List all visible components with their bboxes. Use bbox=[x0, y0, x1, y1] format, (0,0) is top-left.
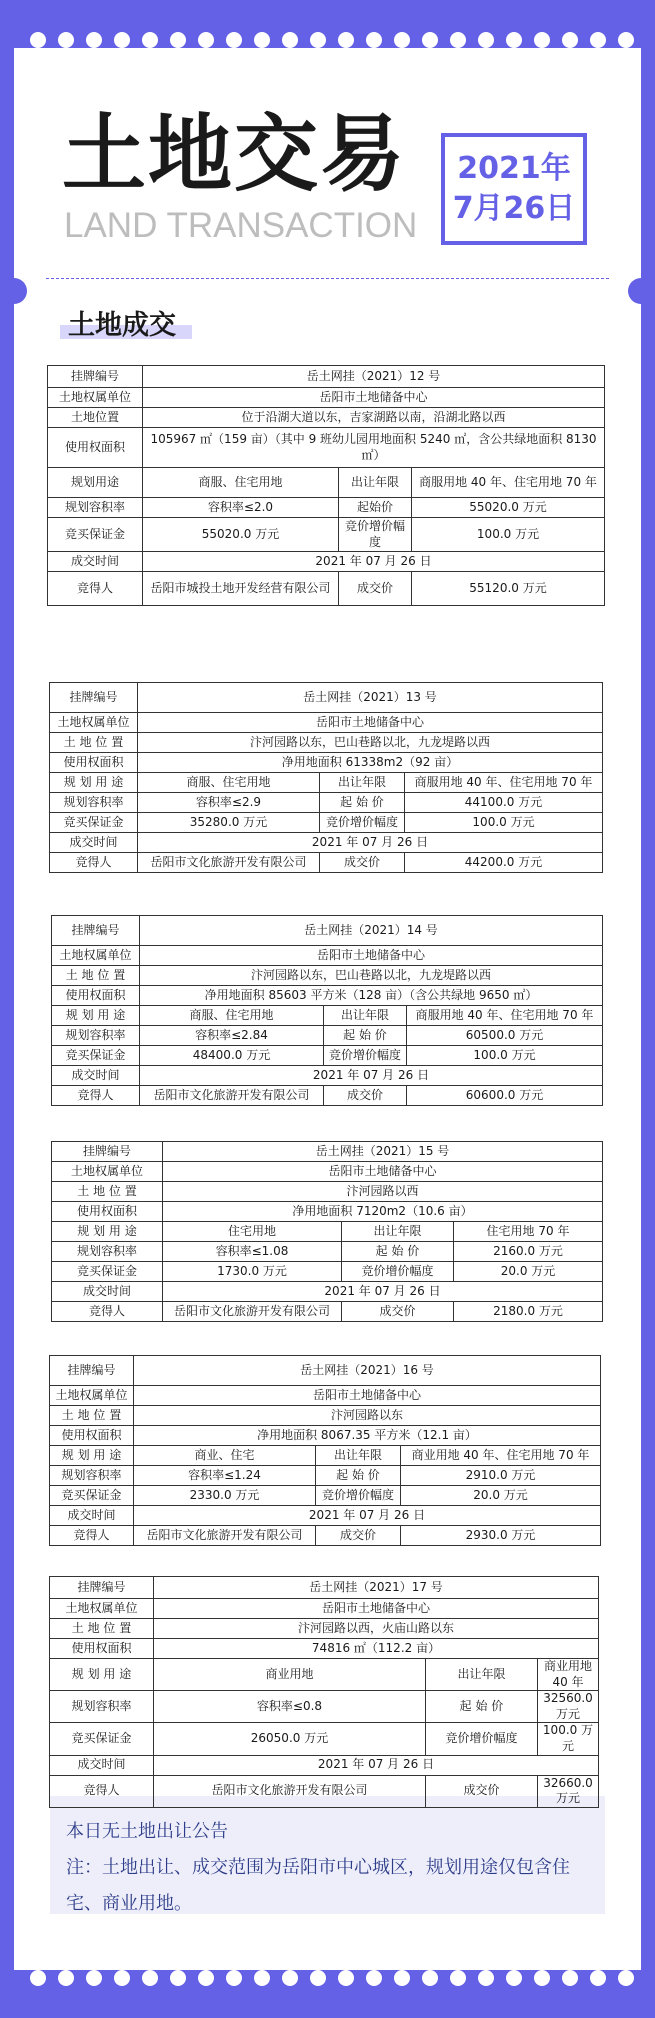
field-value: 60600.0 万元 bbox=[407, 1086, 603, 1106]
field-label: 竞买保证金 bbox=[50, 813, 138, 833]
field-value: 容积率≤1.08 bbox=[163, 1242, 342, 1262]
field-value: 商业用地 40 年 bbox=[538, 1659, 599, 1691]
field-label: 竞价增价幅度 bbox=[320, 813, 405, 833]
row-location bbox=[50, 733, 603, 753]
field-label: 挂牌编号 bbox=[50, 683, 138, 713]
field-label: 起 始 价 bbox=[426, 1691, 538, 1723]
field-label: 规划容积率 bbox=[50, 1691, 154, 1723]
row-location bbox=[48, 408, 605, 428]
scallop-dot bbox=[310, 1970, 326, 1986]
field-value: 2160.0 万元 bbox=[454, 1242, 603, 1262]
field-value: 汴河园路以东，巴山巷路以北，九龙堤路以西 bbox=[138, 733, 603, 753]
page-subtitle-en: LAND TRANSACTION bbox=[64, 206, 418, 245]
scallop-dot bbox=[534, 1970, 550, 1986]
field-value: 2021 年 07 月 26 日 bbox=[134, 1506, 601, 1526]
notice-box bbox=[50, 1796, 605, 1914]
date-year: 2021年 bbox=[457, 151, 571, 186]
scallop-dot bbox=[142, 32, 158, 48]
row-listing-no bbox=[48, 366, 605, 388]
field-label: 起 始 价 bbox=[320, 793, 405, 813]
field-value: 岳土网挂（2021）13 号 bbox=[138, 683, 603, 713]
lot-table bbox=[51, 915, 603, 1106]
field-label: 出让年限 bbox=[342, 1222, 454, 1242]
row-listing-no bbox=[52, 916, 603, 946]
lot-table bbox=[49, 1576, 599, 1808]
field-label: 竞价增价幅度 bbox=[324, 1046, 407, 1066]
row-deal-time bbox=[50, 833, 603, 853]
field-value: 岳阳市文化旅游开发有限公司 bbox=[163, 1302, 342, 1322]
field-value: 44100.0 万元 bbox=[405, 793, 603, 813]
scallop-dot bbox=[30, 32, 46, 48]
row-deposit bbox=[52, 1046, 603, 1066]
field-value: 2330.0 万元 bbox=[134, 1486, 316, 1506]
row-owner bbox=[52, 946, 603, 966]
scallop-dot bbox=[562, 1970, 578, 1986]
page-title: 土地交易 bbox=[62, 105, 407, 203]
scallop-dot bbox=[170, 1970, 186, 1986]
field-value: 55020.0 万元 bbox=[143, 518, 339, 552]
field-label: 挂牌编号 bbox=[52, 1142, 163, 1162]
field-label: 竞得人 bbox=[52, 1302, 163, 1322]
scallop-dot bbox=[618, 1970, 634, 1986]
row-deal-time bbox=[50, 1755, 599, 1775]
field-label: 挂牌编号 bbox=[52, 916, 140, 946]
row-far bbox=[50, 1466, 601, 1486]
field-value: 105967 ㎡（159 亩）（其中 9 班幼儿园用地面积 5240 ㎡，含公共绿地面积 8130 ㎡） bbox=[143, 428, 605, 468]
field-label: 出让年限 bbox=[320, 773, 405, 793]
field-value: 汴河园路以西，火庙山路以东 bbox=[154, 1619, 599, 1639]
field-value: 商服用地 40 年、住宅用地 70 年 bbox=[412, 468, 605, 498]
field-label: 成交时间 bbox=[50, 1755, 154, 1775]
scallop-dot bbox=[198, 32, 214, 48]
field-value: 岳土网挂（2021）12 号 bbox=[143, 366, 605, 388]
row-winner bbox=[52, 1086, 603, 1106]
scallop-dot bbox=[198, 1970, 214, 1986]
right-notch bbox=[628, 278, 654, 304]
row-location bbox=[50, 1619, 599, 1639]
field-label: 土地权属单位 bbox=[52, 946, 140, 966]
field-label: 规 划 用 途 bbox=[50, 1446, 134, 1466]
field-label: 使用权面积 bbox=[50, 753, 138, 773]
field-label: 竞得人 bbox=[50, 853, 138, 873]
field-value: 岳土网挂（2021）17 号 bbox=[154, 1577, 599, 1599]
field-label: 规划容积率 bbox=[52, 1026, 140, 1046]
field-label: 土 地 位 置 bbox=[52, 966, 140, 986]
scallop-dot bbox=[422, 1970, 438, 1986]
field-label: 出让年限 bbox=[324, 1006, 407, 1026]
field-label: 规划容积率 bbox=[52, 1242, 163, 1262]
field-label: 土地位置 bbox=[48, 408, 143, 428]
field-label: 规划容积率 bbox=[48, 498, 143, 518]
field-value: 汴河园路以东，巴山巷路以北，九龙堤路以西 bbox=[140, 966, 603, 986]
field-label: 规划用途 bbox=[48, 468, 143, 498]
field-label: 土 地 位 置 bbox=[50, 1406, 134, 1426]
scallop-dot bbox=[114, 32, 130, 48]
field-value: 位于沿湖大道以东，吉家湖路以南，沿湖北路以西 bbox=[143, 408, 605, 428]
field-value: 商服用地 40 年、住宅用地 70 年 bbox=[407, 1006, 603, 1026]
field-value: 岳阳市土地储备中心 bbox=[163, 1162, 603, 1182]
scallop-dot bbox=[618, 32, 634, 48]
field-value: 2021 年 07 月 26 日 bbox=[143, 552, 605, 572]
scallop-dot bbox=[478, 1970, 494, 1986]
lot-table bbox=[49, 682, 603, 873]
row-usage bbox=[50, 1659, 599, 1691]
field-label: 竞买保证金 bbox=[48, 518, 143, 552]
field-label: 竞价增价幅度 bbox=[342, 1262, 454, 1282]
field-value: 2021 年 07 月 26 日 bbox=[163, 1282, 603, 1302]
field-value: 2910.0 万元 bbox=[401, 1466, 601, 1486]
row-owner bbox=[50, 713, 603, 733]
scallop-dot bbox=[226, 32, 242, 48]
lot-table bbox=[47, 365, 605, 606]
field-label: 出让年限 bbox=[316, 1446, 401, 1466]
field-value: 岳土网挂（2021）14 号 bbox=[140, 916, 603, 946]
row-usage bbox=[52, 1006, 603, 1026]
field-value: 岳阳市文化旅游开发有限公司 bbox=[138, 853, 320, 873]
field-value: 1730.0 万元 bbox=[163, 1262, 342, 1282]
field-label: 挂牌编号 bbox=[48, 366, 143, 388]
scallop-dot bbox=[226, 1970, 242, 1986]
field-label: 竞得人 bbox=[50, 1526, 134, 1546]
row-owner bbox=[52, 1162, 603, 1182]
field-label: 土地权属单位 bbox=[50, 713, 138, 733]
row-usage bbox=[50, 773, 603, 793]
scallop-dot bbox=[58, 1970, 74, 1986]
field-value: 100.0 万元 bbox=[538, 1723, 599, 1755]
field-label: 土地权属单位 bbox=[52, 1162, 163, 1182]
field-value: 商业用地 bbox=[154, 1659, 426, 1691]
field-label: 规 划 用 途 bbox=[50, 1659, 154, 1691]
scallop-dot bbox=[506, 32, 522, 48]
row-deposit bbox=[52, 1262, 603, 1282]
scallop-dot bbox=[58, 32, 74, 48]
field-value: 74816 ㎡（112.2 亩） bbox=[154, 1639, 599, 1659]
scallop-dot bbox=[310, 32, 326, 48]
row-listing-no bbox=[50, 683, 603, 713]
field-label: 土地权属单位 bbox=[50, 1386, 134, 1406]
field-value: 岳阳市文化旅游开发有限公司 bbox=[154, 1775, 426, 1807]
scallop-dot bbox=[590, 1970, 606, 1986]
field-value: 容积率≤2.0 bbox=[143, 498, 339, 518]
field-label: 土地权属单位 bbox=[48, 388, 143, 408]
field-label: 起 始 价 bbox=[342, 1242, 454, 1262]
scallop-dot bbox=[366, 32, 382, 48]
row-deposit bbox=[50, 1723, 599, 1755]
scallop-dot bbox=[422, 32, 438, 48]
field-label: 起始价 bbox=[339, 498, 412, 518]
field-label: 竞价增价幅度 bbox=[339, 518, 412, 552]
field-label: 起 始 价 bbox=[316, 1466, 401, 1486]
row-area bbox=[52, 1202, 603, 1222]
field-value: 35280.0 万元 bbox=[138, 813, 320, 833]
field-label: 起 始 价 bbox=[324, 1026, 407, 1046]
field-value: 岳阳市土地储备中心 bbox=[154, 1599, 599, 1619]
field-value: 岳阳市土地储备中心 bbox=[138, 713, 603, 733]
field-value: 岳土网挂（2021）16 号 bbox=[134, 1356, 601, 1386]
row-owner bbox=[50, 1599, 599, 1619]
scallop-dot bbox=[394, 32, 410, 48]
field-label: 土 地 位 置 bbox=[50, 1619, 154, 1639]
row-listing-no bbox=[52, 1142, 603, 1162]
field-value: 容积率≤0.8 bbox=[154, 1691, 426, 1723]
scallop-dot bbox=[86, 1970, 102, 1986]
dashed-divider bbox=[46, 278, 609, 279]
field-label: 使用权面积 bbox=[48, 428, 143, 468]
scallop-dot bbox=[562, 32, 578, 48]
row-deal-time bbox=[52, 1066, 603, 1086]
field-label: 竞买保证金 bbox=[52, 1262, 163, 1282]
scallop-dot bbox=[254, 1970, 270, 1986]
field-value: 商服用地 40 年、住宅用地 70 年 bbox=[405, 773, 603, 793]
scallop-dot bbox=[506, 1970, 522, 1986]
field-label: 出让年限 bbox=[339, 468, 412, 498]
field-value: 2930.0 万元 bbox=[401, 1526, 601, 1546]
field-value: 净用地面积 61338m2（92 亩） bbox=[138, 753, 603, 773]
row-deposit bbox=[50, 1486, 601, 1506]
row-far bbox=[52, 1026, 603, 1046]
field-value: 商服、住宅用地 bbox=[143, 468, 339, 498]
field-value: 岳阳市文化旅游开发有限公司 bbox=[134, 1526, 316, 1546]
field-value: 容积率≤2.84 bbox=[140, 1026, 324, 1046]
field-label: 成交价 bbox=[316, 1526, 401, 1546]
field-label: 挂牌编号 bbox=[50, 1577, 154, 1599]
scallop-dot bbox=[450, 1970, 466, 1986]
notice-line-2: 注：土地出让、成交范围为岳阳市中心城区，规划用途仅包含住宅、商业用地。 bbox=[66, 1857, 570, 1914]
section-title: 土地成交 bbox=[68, 310, 176, 341]
field-value: 100.0 万元 bbox=[412, 518, 605, 552]
row-far bbox=[52, 1242, 603, 1262]
date-day: 7月26日 bbox=[452, 191, 576, 226]
lot-table bbox=[49, 1355, 601, 1546]
field-value: 岳阳市城投土地开发经营有限公司 bbox=[143, 572, 339, 606]
row-winner bbox=[50, 1775, 599, 1807]
row-far bbox=[50, 793, 603, 813]
field-value: 岳土网挂（2021）15 号 bbox=[163, 1142, 603, 1162]
field-value: 60500.0 万元 bbox=[407, 1026, 603, 1046]
field-label: 规 划 用 途 bbox=[52, 1222, 163, 1242]
field-label: 成交时间 bbox=[52, 1066, 140, 1086]
field-value: 容积率≤1.24 bbox=[134, 1466, 316, 1486]
field-label: 成交时间 bbox=[50, 1506, 134, 1526]
scallop-dot bbox=[338, 32, 354, 48]
left-notch bbox=[1, 278, 27, 304]
row-listing-no bbox=[50, 1356, 601, 1386]
field-value: 32560.0 万元 bbox=[538, 1691, 599, 1723]
row-winner bbox=[50, 853, 603, 873]
scallop-dot bbox=[30, 1970, 46, 1986]
field-label: 竞得人 bbox=[52, 1086, 140, 1106]
field-value: 100.0 万元 bbox=[407, 1046, 603, 1066]
field-value: 岳阳市土地储备中心 bbox=[134, 1386, 601, 1406]
scallop-dot bbox=[590, 32, 606, 48]
field-label: 成交价 bbox=[324, 1086, 407, 1106]
scallop-dot bbox=[142, 1970, 158, 1986]
field-value: 商服、住宅用地 bbox=[140, 1006, 324, 1026]
row-usage bbox=[48, 468, 605, 498]
row-winner bbox=[52, 1302, 603, 1322]
field-value: 2180.0 万元 bbox=[454, 1302, 603, 1322]
field-label: 竞买保证金 bbox=[50, 1723, 154, 1755]
row-deal-time bbox=[50, 1506, 601, 1526]
field-value: 住宅用地 bbox=[163, 1222, 342, 1242]
field-label: 规 划 用 途 bbox=[52, 1006, 140, 1026]
scallop-dot bbox=[282, 1970, 298, 1986]
field-label: 成交价 bbox=[320, 853, 405, 873]
lot-table bbox=[51, 1141, 603, 1322]
row-far bbox=[50, 1691, 599, 1723]
field-value: 20.0 万元 bbox=[401, 1486, 601, 1506]
row-usage bbox=[50, 1446, 601, 1466]
field-label: 土地权属单位 bbox=[50, 1599, 154, 1619]
field-label: 成交价 bbox=[339, 572, 412, 606]
row-location bbox=[52, 1182, 603, 1202]
notice-line-1: 本日无土地出让公告 bbox=[66, 1821, 228, 1842]
row-deposit bbox=[48, 518, 605, 552]
field-value: 岳阳市土地储备中心 bbox=[143, 388, 605, 408]
field-label: 竞得人 bbox=[50, 1775, 154, 1807]
scallop-dot bbox=[366, 1970, 382, 1986]
field-label: 规划容积率 bbox=[50, 1466, 134, 1486]
field-label: 竞价增价幅度 bbox=[316, 1486, 401, 1506]
row-owner bbox=[48, 388, 605, 408]
scallop-dot bbox=[338, 1970, 354, 1986]
scallop-dot bbox=[114, 1970, 130, 1986]
row-deal-time bbox=[52, 1282, 603, 1302]
field-label: 土 地 位 置 bbox=[52, 1182, 163, 1202]
field-label: 规 划 用 途 bbox=[50, 773, 138, 793]
field-label: 竞买保证金 bbox=[50, 1486, 134, 1506]
field-value: 32660.0 万元 bbox=[538, 1775, 599, 1807]
row-area bbox=[50, 1426, 601, 1446]
field-value: 汴河园路以西 bbox=[163, 1182, 603, 1202]
field-value: 20.0 万元 bbox=[454, 1262, 603, 1282]
row-deal-time bbox=[48, 552, 605, 572]
row-area bbox=[50, 1639, 599, 1659]
field-label: 规划容积率 bbox=[50, 793, 138, 813]
field-label: 使用权面积 bbox=[50, 1426, 134, 1446]
row-location bbox=[50, 1406, 601, 1426]
scallop-dot bbox=[86, 32, 102, 48]
field-value: 商业用地 40 年、住宅用地 70 年 bbox=[401, 1446, 601, 1466]
field-value: 55120.0 万元 bbox=[412, 572, 605, 606]
field-value: 55020.0 万元 bbox=[412, 498, 605, 518]
field-label: 成交时间 bbox=[50, 833, 138, 853]
field-value: 岳阳市文化旅游开发有限公司 bbox=[140, 1086, 324, 1106]
field-label: 土 地 位 置 bbox=[50, 733, 138, 753]
row-area bbox=[50, 753, 603, 773]
field-value: 净用地面积 85603 平方米（128 亩）（含公共绿地 9650 ㎡） bbox=[140, 986, 603, 1006]
field-label: 成交价 bbox=[426, 1775, 538, 1807]
field-value: 2021 年 07 月 26 日 bbox=[140, 1066, 603, 1086]
row-location bbox=[52, 966, 603, 986]
field-label: 使用权面积 bbox=[50, 1639, 154, 1659]
field-value: 26050.0 万元 bbox=[154, 1723, 426, 1755]
field-label: 成交时间 bbox=[48, 552, 143, 572]
field-label: 使用权面积 bbox=[52, 986, 140, 1006]
field-label: 挂牌编号 bbox=[50, 1356, 134, 1386]
row-far bbox=[48, 498, 605, 518]
field-value: 48400.0 万元 bbox=[140, 1046, 324, 1066]
field-value: 100.0 万元 bbox=[405, 813, 603, 833]
field-value: 44200.0 万元 bbox=[405, 853, 603, 873]
field-value: 岳阳市土地储备中心 bbox=[140, 946, 603, 966]
row-deposit bbox=[50, 813, 603, 833]
field-value: 净用地面积 7120m2（10.6 亩） bbox=[163, 1202, 603, 1222]
field-value: 商服、住宅用地 bbox=[138, 773, 320, 793]
scallop-dot bbox=[254, 32, 270, 48]
date-box bbox=[441, 133, 587, 245]
field-label: 使用权面积 bbox=[52, 1202, 163, 1222]
row-area bbox=[52, 986, 603, 1006]
field-value: 2021 年 07 月 26 日 bbox=[138, 833, 603, 853]
scallop-dot bbox=[478, 32, 494, 48]
field-value: 2021 年 07 月 26 日 bbox=[154, 1755, 599, 1775]
row-winner bbox=[48, 572, 605, 606]
scallop-dot bbox=[394, 1970, 410, 1986]
row-area bbox=[48, 428, 605, 468]
field-label: 竞得人 bbox=[48, 572, 143, 606]
scallop-dot bbox=[170, 32, 186, 48]
row-usage bbox=[52, 1222, 603, 1242]
scallop-dot bbox=[450, 32, 466, 48]
field-value: 容积率≤2.9 bbox=[138, 793, 320, 813]
scallop-dot bbox=[534, 32, 550, 48]
field-value: 商业、住宅 bbox=[134, 1446, 316, 1466]
scallop-dot bbox=[282, 32, 298, 48]
field-label: 成交时间 bbox=[52, 1282, 163, 1302]
field-value: 住宅用地 70 年 bbox=[454, 1222, 603, 1242]
field-label: 成交价 bbox=[342, 1302, 454, 1322]
field-label: 竞买保证金 bbox=[52, 1046, 140, 1066]
field-value: 净用地面积 8067.35 平方米（12.1 亩） bbox=[134, 1426, 601, 1446]
row-owner bbox=[50, 1386, 601, 1406]
field-label: 出让年限 bbox=[426, 1659, 538, 1691]
row-winner bbox=[50, 1526, 601, 1546]
field-label: 竞价增价幅度 bbox=[426, 1723, 538, 1755]
field-value: 汴河园路以东 bbox=[134, 1406, 601, 1426]
row-listing-no bbox=[50, 1577, 599, 1599]
